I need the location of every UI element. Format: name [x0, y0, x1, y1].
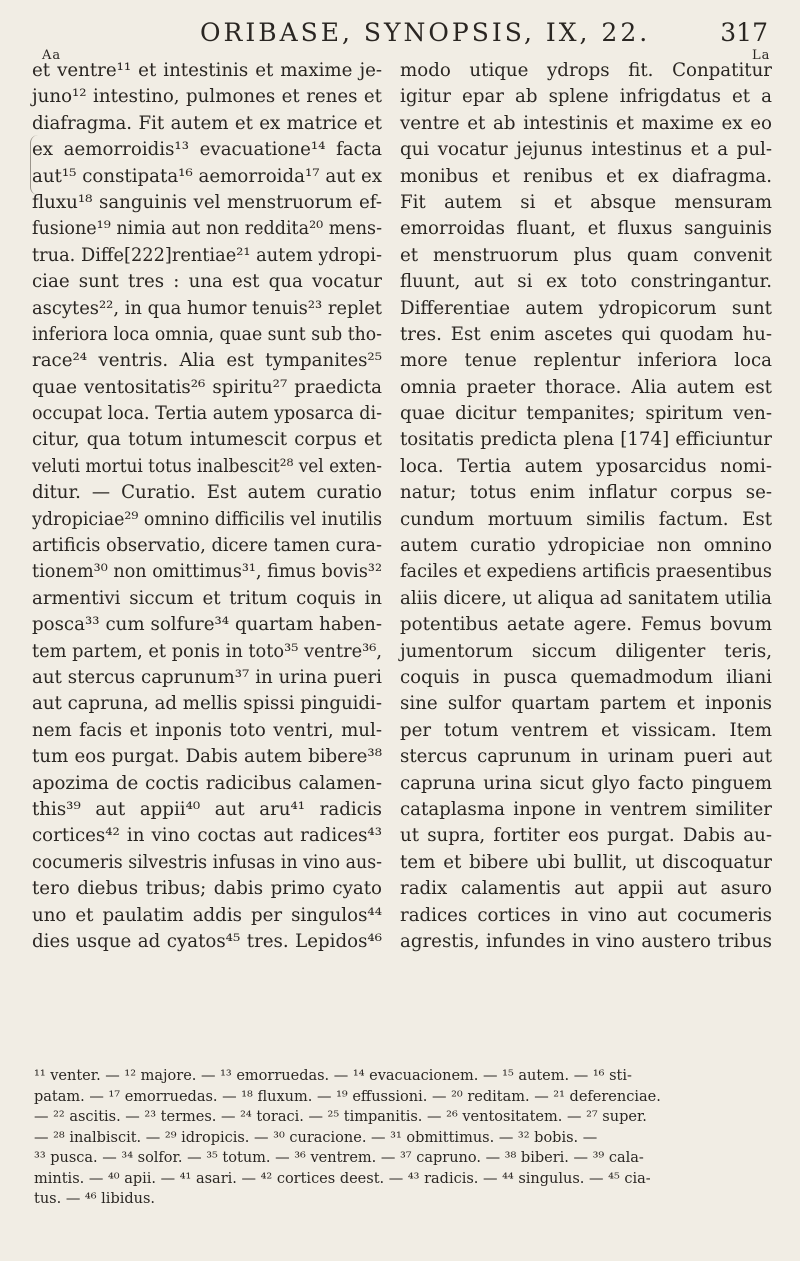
- text-line-text: emorroidas fluant, et fluxus sanguinis: [400, 218, 772, 240]
- running-title: ORIBASE, SYNOPSIS, IX, 22.: [200, 18, 651, 47]
- text-line: [400, 507, 772, 533]
- text-line-text: ut supra, fortiter eos purgat. Dabis au-: [400, 825, 772, 847]
- text-line: [400, 269, 772, 295]
- text-line: [400, 771, 772, 797]
- text-line-text: per totum ventrem et vissicam. Item: [400, 719, 772, 741]
- text-line-text: sine sulfor quartam partem et inponis: [400, 693, 772, 715]
- text-line: [32, 507, 382, 533]
- text-line-text: quae dicitur tempanites; spiritum ven-: [400, 403, 772, 425]
- text-line: [32, 744, 382, 770]
- text-line: [400, 929, 772, 955]
- text-line-text: ditur. — Curatio. Est autem curatio: [32, 482, 382, 504]
- text-line: [400, 718, 772, 744]
- text-line-text: uno et paulatim addis per singulos⁴⁴: [32, 904, 382, 926]
- text-line-text: posca³³ cum solfure³⁴ quartam haben-: [32, 614, 382, 636]
- text-line-text: tum eos purgat. Dabis autem bibere³⁸: [32, 746, 382, 768]
- text-line-text: fluxu¹⁸ sanguinis vel menstruorum ef-: [32, 191, 382, 213]
- text-line-text: race²⁴ ventris. Alia est tympanites²⁵: [32, 350, 382, 372]
- footnote-line-text: — ²⁸ inalbiscit. — ²⁹ idropicis. — ³⁰ curacione. — ³¹ obmittimus. — ³² bobis. —: [34, 1129, 598, 1146]
- text-line-text: radices cortices in vino aut cocumeris: [400, 904, 772, 926]
- text-line: [400, 612, 772, 638]
- text-line-text: monibus et renibus et ex diafragma.: [400, 165, 772, 187]
- text-line-text: jumentorum siccum diligenter teris,: [400, 640, 772, 662]
- text-line-text: tem partem, et ponis in toto³⁵ ventre³⁶,: [32, 640, 382, 662]
- text-line: [400, 401, 772, 427]
- text-line: [32, 269, 382, 295]
- text-line-text: omnia praeter thorace. Alia autem est: [400, 376, 772, 398]
- text-line: [400, 533, 772, 559]
- left-column-text: [32, 58, 382, 955]
- text-line-text: tositatis predicta plena [174] efficiuntur: [400, 429, 772, 451]
- text-line: [400, 348, 772, 374]
- footnote-line-text: mintis. — ⁴⁰ apii. — ⁴¹ asari. — ⁴² cortices deest. — ⁴³ radicis. — ⁴⁴ singulus. — ⁴⁵ cia-: [34, 1170, 651, 1187]
- text-line-text: trua. Diffe[222]rentiae²¹ autem ydropi-: [32, 244, 382, 266]
- text-line: [400, 480, 772, 506]
- text-line-text: aliis dicere, ut aliqua ad sanitatem utilia: [400, 587, 772, 609]
- text-line: [400, 427, 772, 453]
- text-line: [32, 111, 382, 137]
- text-line-text: cocumeris silvestris infusas in vino aus-: [32, 851, 382, 873]
- signature-marker-right: La: [752, 48, 771, 63]
- text-line: [32, 639, 382, 665]
- text-line-text: more tenue replentur inferiora loca: [400, 350, 772, 372]
- text-line-text: tres. Est enim ascetes qui quodam hu-: [400, 323, 772, 345]
- text-line: [32, 296, 382, 322]
- text-line-text: tionem³⁰ non omittimus³¹, fimus bovis³²: [32, 561, 382, 583]
- text-line-text: radix calamentis aut appii aut asuro: [400, 878, 772, 900]
- footnote-line-text: patam. — ¹⁷ emorruedas. — ¹⁸ fluxum. — ¹⁹ effussioni. — ²⁰ reditam. — ²¹ deferenciae.: [34, 1088, 661, 1105]
- text-line: [400, 375, 772, 401]
- text-line-text: nem facis et inponis toto ventri, mul-: [32, 719, 382, 741]
- text-line: [32, 137, 382, 163]
- text-line: [32, 771, 382, 797]
- text-line: [32, 612, 382, 638]
- text-line: [400, 559, 772, 585]
- text-line-text: cataplasma inpone in ventrem similiter: [400, 798, 772, 820]
- text-line: [400, 137, 772, 163]
- text-line: [32, 691, 382, 717]
- text-line-text: ventre et ab intestinis et maxime ex eo: [400, 112, 772, 134]
- text-line: [400, 190, 772, 216]
- text-line: [32, 216, 382, 242]
- text-line-text: artificis observatio, dicere tamen cura-: [32, 535, 382, 557]
- text-line-text: qui vocatur jejunus intestinus et a pul-: [400, 139, 772, 161]
- text-line: [400, 164, 772, 190]
- text-line: [32, 823, 382, 849]
- text-line: [400, 322, 772, 348]
- text-line: [400, 111, 772, 137]
- text-line: [400, 823, 772, 849]
- text-line-text: loca. Tertia autem yposarcidus nomi-: [400, 455, 772, 477]
- text-line: [400, 876, 772, 902]
- text-line-text: cortices⁴² in vino coctas aut radices⁴³: [32, 825, 382, 847]
- text-line: [400, 586, 772, 612]
- footnote-line: [34, 1107, 774, 1128]
- text-line: [32, 533, 382, 559]
- text-line-text: apozima de coctis radicibus calamen-: [32, 772, 382, 794]
- text-line: [32, 718, 382, 744]
- text-line-text: armentivi siccum et tritum coquis in: [32, 587, 382, 609]
- text-line-text: Fit autem si et absque mensuram: [400, 191, 772, 213]
- text-line: [400, 58, 772, 84]
- text-line-text: tero diebus tribus; dabis primo cyato: [32, 878, 382, 900]
- text-line-text: Differentiae autem ydropicorum sunt: [400, 297, 772, 319]
- footnote-line-text: tus. — ⁴⁶ libidus.: [34, 1191, 156, 1207]
- text-line-text: natur; totus enim inflatur corpus se-: [400, 482, 772, 504]
- text-line: [32, 876, 382, 902]
- text-line-text: stercus caprunum in urinam pueri aut: [400, 746, 772, 768]
- text-line: [400, 903, 772, 929]
- text-line: [32, 454, 382, 480]
- text-line-text: tem et bibere ubi bullit, ut discoquatur: [400, 851, 772, 873]
- text-line-text: modo utique ydrops fit. Conpatitur: [400, 60, 772, 81]
- footnote-line: [34, 1189, 774, 1210]
- text-line-text: igitur epar ab splene infrigdatus et a: [400, 86, 772, 108]
- text-line: [32, 164, 382, 190]
- text-line: [32, 665, 382, 691]
- text-line: [32, 401, 382, 427]
- text-line: [400, 639, 772, 665]
- text-line-text: ciae sunt tres : una est qua vocatur: [32, 271, 382, 293]
- text-line: [400, 850, 772, 876]
- text-line: [32, 58, 382, 84]
- text-line-text: this³⁹ aut appii⁴⁰ aut aru⁴¹ radicis: [32, 798, 382, 820]
- text-line: [32, 850, 382, 876]
- footnote-line-text: ³³ pusca. — ³⁴ solfor. — ³⁵ totum. — ³⁶ ventrem. — ³⁷ capruno. — ³⁸ biberi. — ³⁹ cala-: [34, 1150, 644, 1166]
- right-column-text: [400, 58, 772, 955]
- text-line: [400, 454, 772, 480]
- text-line-text: inferiora loca omnia, quae sunt sub tho-: [32, 323, 382, 345]
- page-number: 317: [720, 18, 768, 47]
- text-line: [400, 243, 772, 269]
- text-line-text: aut capruna, ad mellis spissi pinguidi-: [32, 693, 382, 715]
- footnote-line: [34, 1148, 774, 1169]
- text-line: [32, 427, 382, 453]
- text-line-text: diafragma. Fit autem et ex matrice et: [32, 112, 382, 134]
- text-line: [32, 929, 382, 955]
- text-line-text: ydropiciae²⁹ omnino difficilis vel inutilis: [32, 508, 382, 530]
- text-line-text: veluti mortui totus inalbescit²⁸ vel exten-: [32, 455, 382, 477]
- text-line: [400, 84, 772, 110]
- text-line-text: quae ventositatis²⁶ spiritu²⁷ praedicta: [32, 376, 382, 398]
- text-line: [32, 190, 382, 216]
- text-line: [32, 322, 382, 348]
- text-line: [400, 665, 772, 691]
- text-line: [400, 296, 772, 322]
- text-line-text: potentibus aetate agere. Femus bovum: [400, 614, 772, 636]
- text-line-text: autem curatio ydropiciae non omnino: [400, 535, 772, 557]
- footnote-line: [34, 1087, 774, 1108]
- text-line-text: fluunt, aut si ex toto constringantur.: [400, 271, 772, 293]
- footnotes: [34, 1066, 774, 1210]
- text-line-text: faciles et expediens artificis praesentibus: [400, 561, 772, 583]
- footnote-line: [34, 1169, 774, 1190]
- text-line-text: dies usque ad cyatos⁴⁵ tres. Lepidos⁴⁶: [32, 930, 382, 952]
- text-line: [32, 480, 382, 506]
- signature-marker-left: Aa: [42, 48, 62, 63]
- text-line-text: capruna urina sicut glyo facto pinguem: [400, 772, 772, 794]
- text-line-text: occupat loca. Tertia autem yposarca di-: [32, 403, 382, 425]
- running-header: [0, 14, 800, 48]
- text-line-text: citur, qua totum intumescit corpus et: [32, 429, 382, 451]
- text-line: [32, 375, 382, 401]
- text-line: [32, 797, 382, 823]
- text-line-text: et ventre¹¹ et intestinis et maxime je-: [32, 60, 382, 81]
- text-line: [32, 348, 382, 374]
- text-line: [32, 559, 382, 585]
- text-line: [32, 586, 382, 612]
- text-line-text: et menstruorum plus quam convenit: [400, 244, 772, 266]
- text-line-text: agrestis, infundes in vino austero tribus: [400, 930, 772, 952]
- text-line-text: aut stercus caprunum³⁷ in urina pueri: [32, 666, 382, 688]
- text-line: [400, 797, 772, 823]
- text-line-text: coquis in pusca quemadmodum iliani: [400, 666, 772, 688]
- text-line-text: juno¹² intestino, pulmones et renes et: [32, 86, 382, 108]
- text-line-text: cundum mortuum similis factum. Est: [400, 508, 772, 530]
- text-line-text: ex aemorroidis¹³ evacuatione¹⁴ facta: [32, 139, 382, 161]
- text-line: [400, 691, 772, 717]
- footnote-line-text: ¹¹ venter. — ¹² majore. — ¹³ emorruedas. — ¹⁴ evacuacionem. — ¹⁵ autem. — ¹⁶ sti-: [34, 1068, 632, 1084]
- text-line: [400, 216, 772, 242]
- text-line-text: ascytes²², in qua humor tenuis²³ replet: [32, 297, 382, 319]
- footnote-line-text: — ²² ascitis. — ²³ termes. — ²⁴ toraci. — ²⁵ timpanitis. — ²⁶ ventositatem. — ²⁷ super.: [34, 1109, 647, 1125]
- text-line: [32, 84, 382, 110]
- footnote-line: [34, 1066, 774, 1087]
- text-line: [32, 903, 382, 929]
- text-line: [32, 243, 382, 269]
- text-line-text: aut¹⁵ constipata¹⁶ aemorroida¹⁷ aut ex: [32, 165, 382, 187]
- text-line: [400, 744, 772, 770]
- footnote-line: [34, 1128, 774, 1149]
- text-line-text: fusione¹⁹ nimia aut non reddita²⁰ mens-: [32, 218, 382, 240]
